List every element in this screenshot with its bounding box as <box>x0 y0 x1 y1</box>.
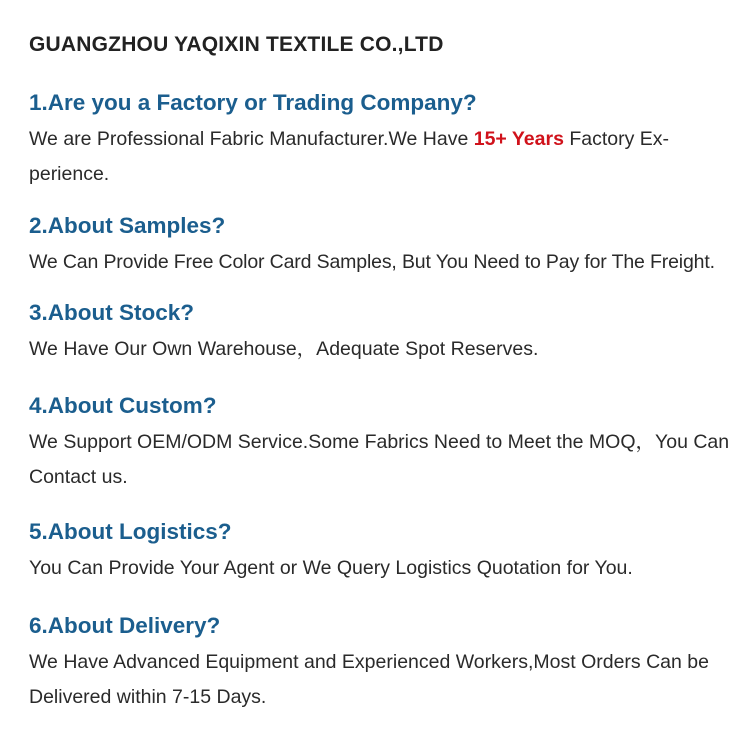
faq-answer-text: perience. <box>29 163 110 185</box>
faq-item-stock <box>29 298 741 367</box>
faq-item-factory <box>29 88 741 192</box>
faq-question: 3.About Stock? <box>29 300 195 325</box>
faq-answer <box>29 122 741 192</box>
faq-answer: We Have Advanced Equipment and Experienced Workers,Most Orders Can be Delivered within 7-15 Days. <box>29 651 709 708</box>
faq-question: 6.About Delivery? <box>29 613 221 638</box>
faq-answer-text: We are Professional Fabric Manufacturer.We Have <box>29 128 474 150</box>
faq-question: 5.About Logistics? <box>29 519 232 544</box>
faq-answer: We Support OEM/ODM Service.Some Fabrics Need to Meet the MOQ，You Can Contact us. <box>29 431 730 488</box>
faq-item-samples <box>29 211 741 280</box>
faq-answer: You Can Provide Your Agent or We Query Logistics Quotation for You. <box>29 557 633 579</box>
faq-answer: We Have Our Own Warehouse，Adequate Spot Reserves. <box>29 338 539 360</box>
faq-question: 2.About Samples? <box>29 213 226 238</box>
faq-item-custom <box>29 391 741 495</box>
faq-item-logistics <box>29 517 741 586</box>
faq-answer: We Can Provide Free Color Card Samples, But You Need to Pay for The Freight. <box>29 251 715 273</box>
faq-question: 1.Are you a Factory or Trading Company? <box>29 90 477 115</box>
company-name: GUANGZHOU YAQIXIN TEXTILE CO.,LTD <box>29 33 444 56</box>
faq-answer-text: Factory Ex- <box>563 128 670 150</box>
faq-item-delivery <box>29 611 741 715</box>
faq-question: 4.About Custom? <box>29 393 217 418</box>
years-highlight: 15+ Years <box>473 128 564 150</box>
